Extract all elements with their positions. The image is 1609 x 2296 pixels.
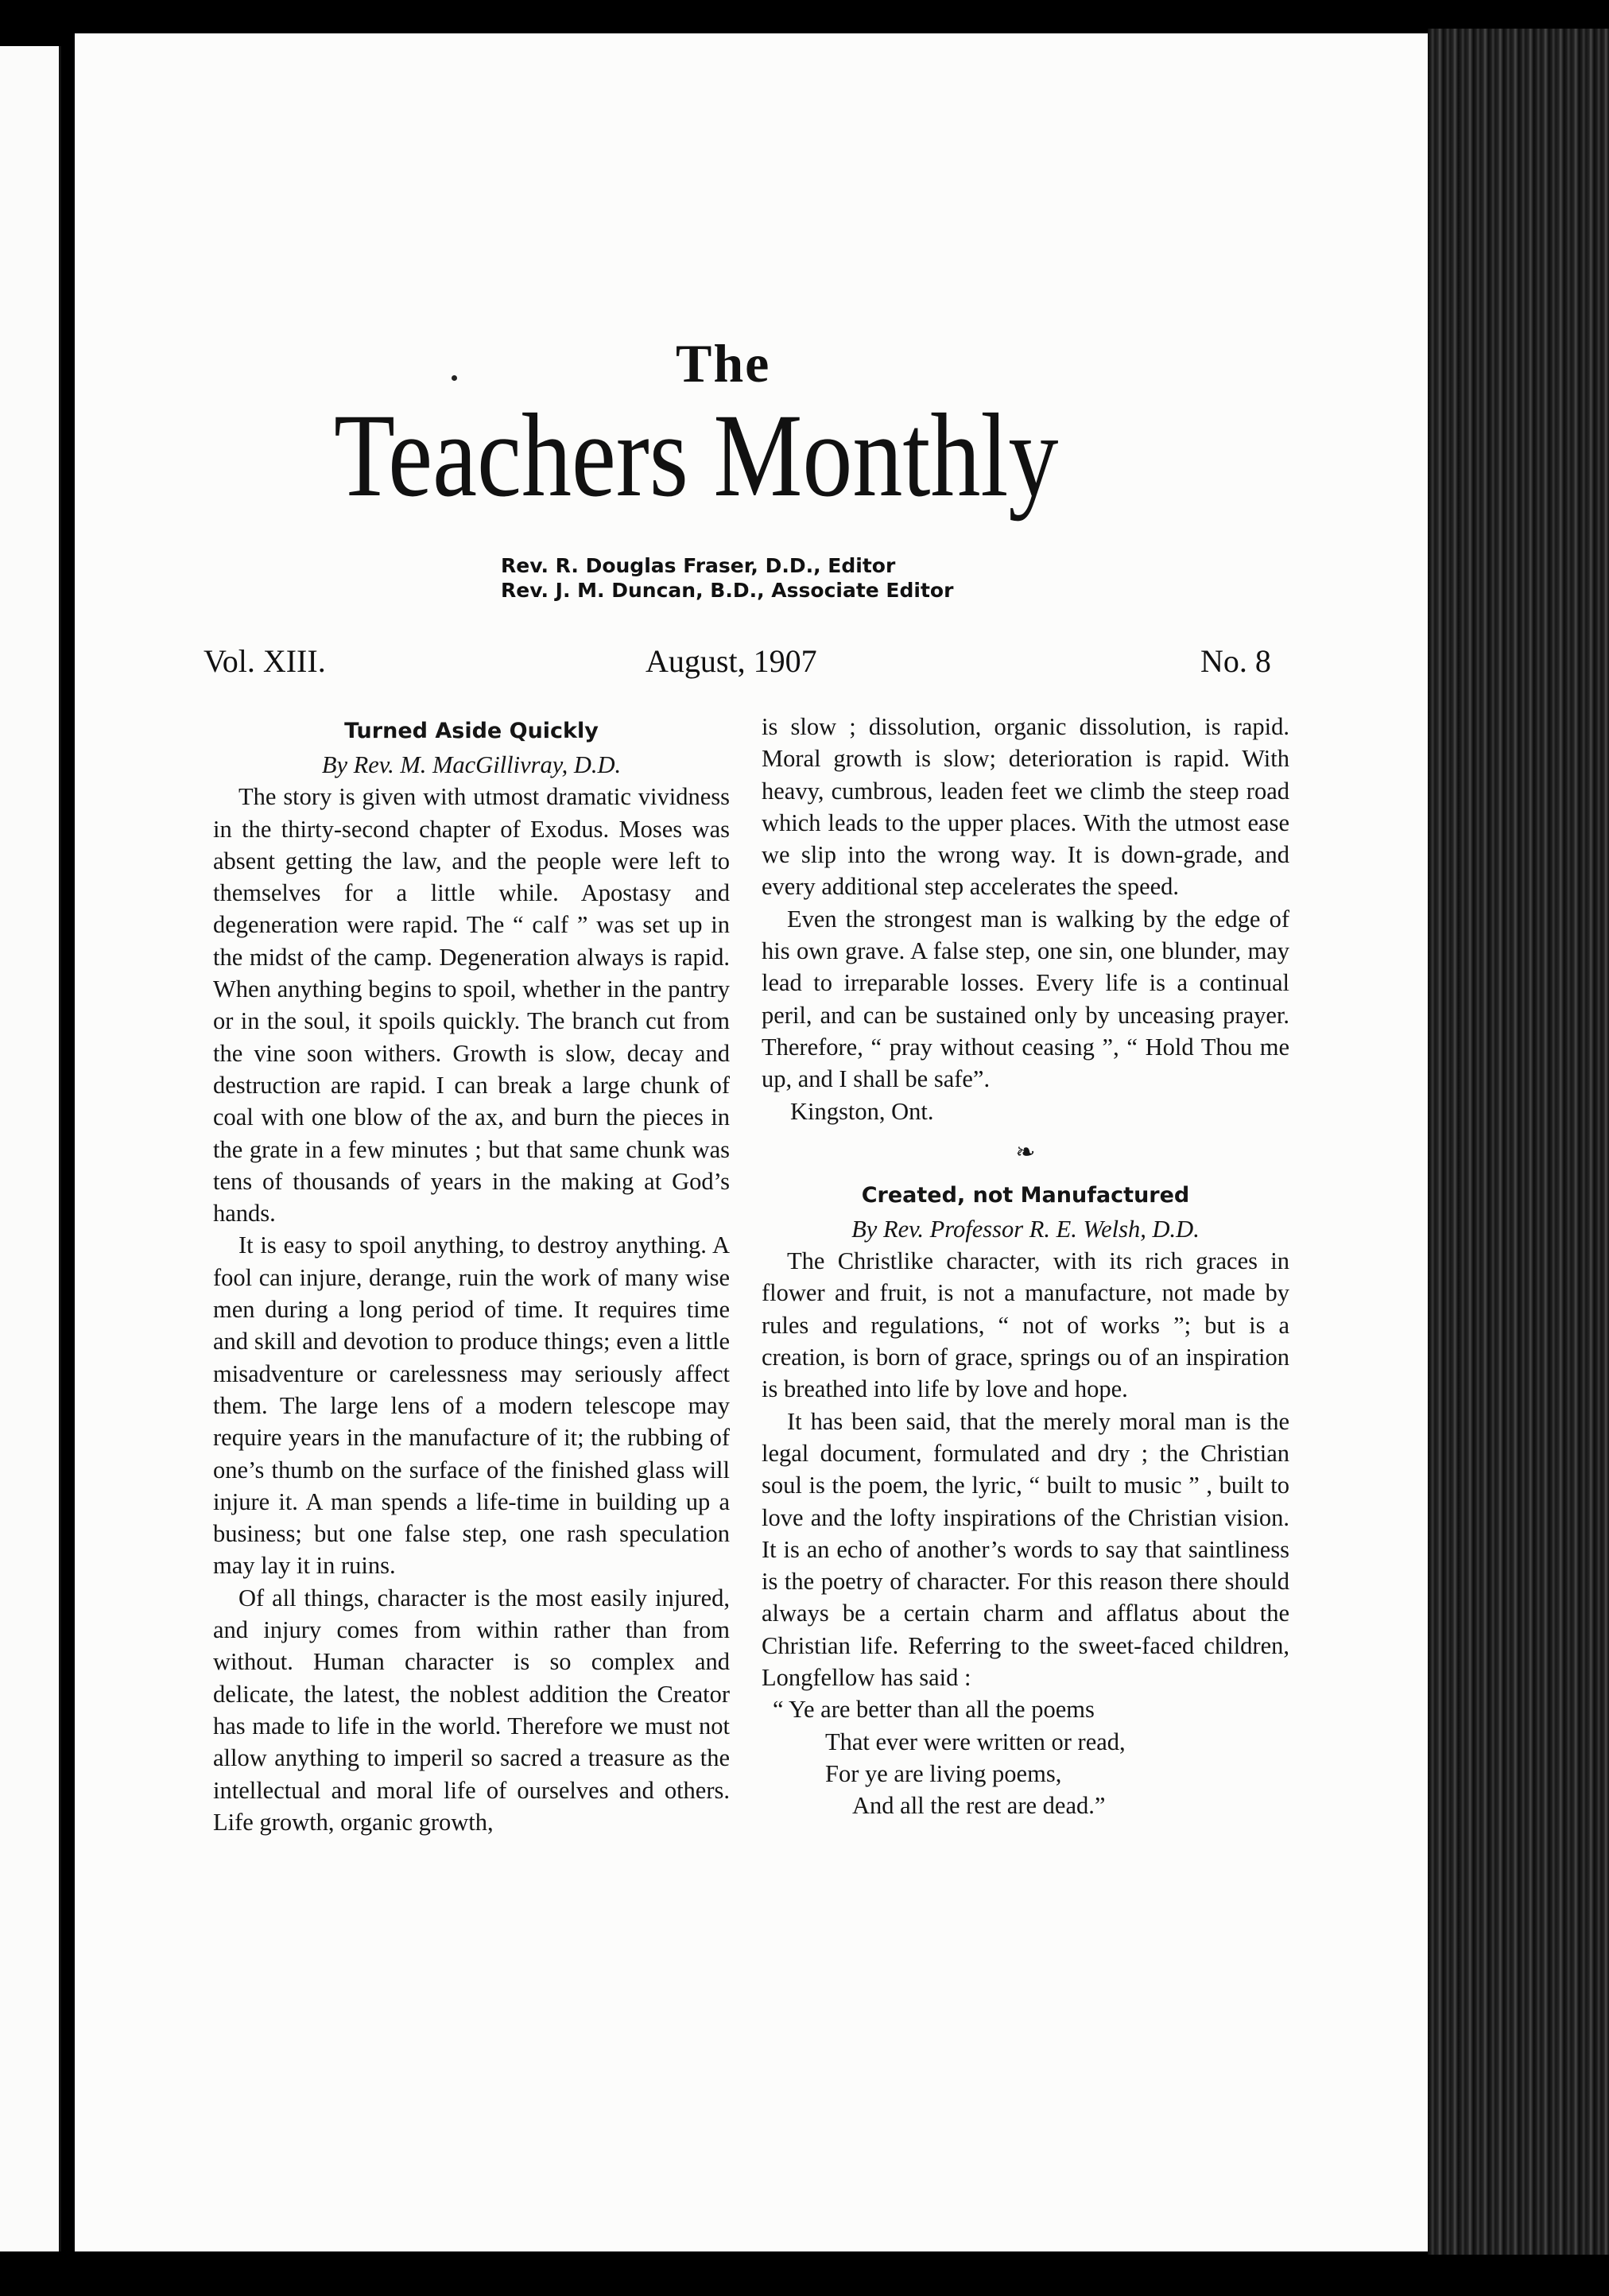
article-paragraph: Of all things, character is the most easily injured, and injury comes from within rather than from without. Human character is so complex and delicate, the latest, the noblest addition the Creator has made to life in the world. Therefore we must not allow anything to imperil so sacred a treasure as the intellectual and moral life of ourselves and others. Life growth, organic growth, [213,1584,730,1836]
article-paragraph: Even the strongest man is walking by the edge of his own grave. A false step, one sin, one blunder, may lead to irreparable losses. Every life is a continual peril, and can be sustained only by unceasing prayer. Therefore, “ pray without ceasing ”, “ Hold Thou me up, and I shall be safe”. [762,905,1289,1093]
poem-line: For ye are living poems, [825,1759,1062,1787]
issue-date: August, 1907 [646,643,817,679]
article-heading: Turned Aside Quickly [344,719,599,743]
article-paragraph: It is easy to spoil anything, to destroy anything. A fool can injure, derange, ruin the work of many wise men during a long period of time. It requires time and skill and devotion to produce things; even a little misadventure or carelessness may seriously affect them. The large lens of a modern telescope may require years in the manufacture of it; the rubbing of one’s thumb on the surface of the finished glass will injure it. A man spends a life-time in building up a business; but one false step, one rash speculation may lay it in ruins. [213,1231,730,1580]
article-paragraph: is slow ; dissolution, organic dissolution, is rapid. Moral growth is slow; deterioration is rapid. With heavy, cumbrous, leaden feet we climb the steep road which leads to the upper places. With the utmost ease we slip into the wrong way. It is down-grade, and every additional step accelerates the speed. [762,713,1289,901]
article-paragraph: It has been said, that the merely moral man is the legal document, formulated and dry ; the Christian soul is the poem, the lyric, “ built to music ” , built to love and the lofty inspirations of the Christian vision. It is an echo of another’s words to say that saintliness is the poetry of character. For this reason there should always be a certain charm and afflatus about the Christian life. Referring to the sweet-faced children, Longfellow has said : [762,1407,1289,1692]
masthead-title: Teachers Monthly [334,390,1059,522]
article-byline: By Rev. Professor R. E. Welsh, D.D. [851,1215,1200,1243]
article-heading: Created, not Manufactured [861,1182,1190,1208]
book-page-stack [1428,29,1609,2255]
masthead-the: The [676,333,771,394]
poem-line: That ever were written or read, [825,1728,1126,1755]
right-column [762,711,1289,1822]
print-speck [452,375,457,381]
issue-number: No. 8 [1200,643,1271,679]
associate-editor-line: Rev. J. M. Duncan, B.D., Associate Editor [501,579,954,602]
ornament-fleuron: ❧ [1015,1138,1036,1165]
article-paragraph: The Christlike character, with its rich graces in flower and fruit, is not a manufacture, not made by rules and regulations, “ not of works ”; but is a creation, is born of grace, springs ou of an inspiration is breathed into life by love and hope. [762,1247,1289,1403]
facing-page-edge [0,46,61,2251]
article-paragraph: The story is given with utmost dramatic vividness in the thirty-second chapter of Exodus. Moses was absent getting the law, and the people were left to themselves for a little while. Apostasy and degeneration were rapid. The “ calf ” was set up in the midst of the camp. Degeneration always is rapid. When anything begins to spoil, whether in the pantry or in the soul, it spoils quickly. The branch cut from the vine soon withers. Growth is slow, decay and destruction are rapid. I can break a large chunk of coal with one blow of the ax, and burn the pieces in the grate in a few minutes ; but that same chunk was tens of thousands of years in the making at God’s hands. [213,783,730,1228]
volume-label: Vol. XIII. [204,643,326,679]
editor-line: Rev. R. Douglas Fraser, D.D., Editor [501,554,896,577]
left-column [213,714,730,1838]
poem-line: And all the rest are dead.” [852,1792,1106,1820]
article-place: Kingston, Ont. [790,1097,934,1125]
poem-line: “ Ye are better than all the poems [773,1696,1095,1724]
article-byline: By Rev. M. MacGillivray, D.D. [321,751,622,778]
